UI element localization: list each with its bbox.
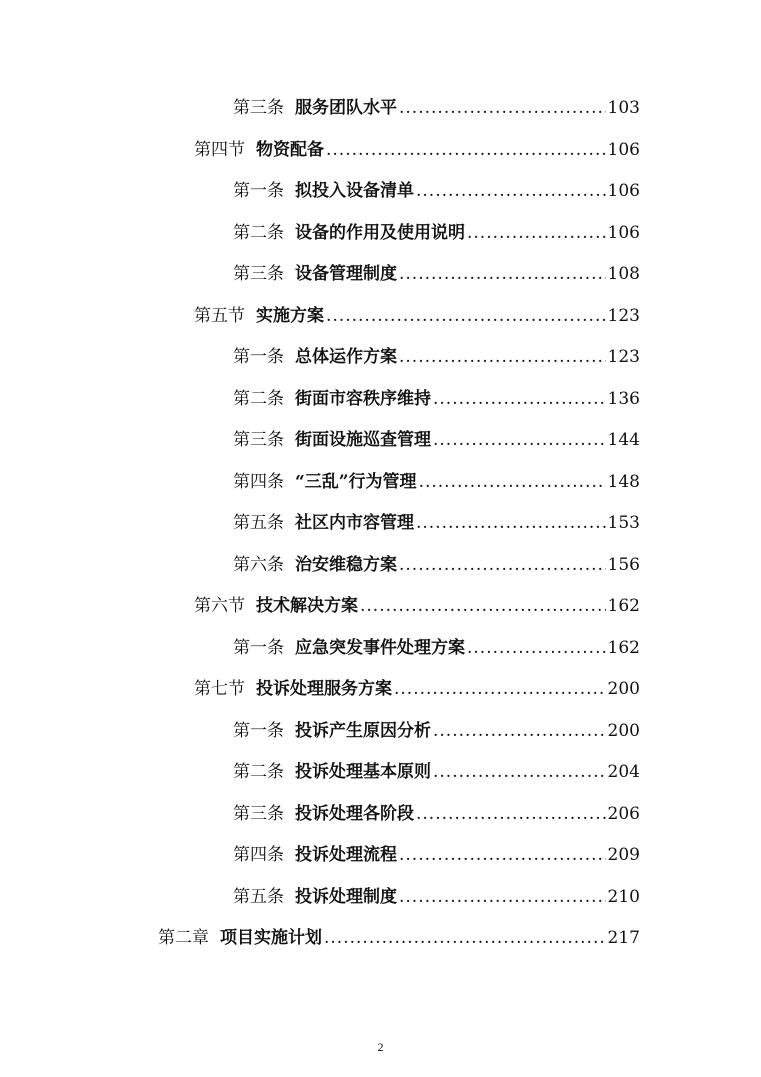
toc-entry-page: 162 — [607, 596, 640, 616]
toc-entry-page: 153 — [607, 513, 640, 533]
toc-entry-number: 第三条 — [233, 430, 284, 450]
toc-entry[interactable] — [0, 462, 761, 504]
toc-dot-leader — [433, 379, 606, 421]
toc-entry[interactable] — [0, 586, 761, 628]
toc-entry-page: 123 — [607, 347, 640, 367]
toc-entry-title: 项目实施计划 — [220, 928, 322, 948]
toc-entry-page: 108 — [607, 264, 640, 284]
toc-entry-number: 第一条 — [233, 720, 284, 741]
toc-entry-number: 第三条 — [233, 264, 284, 284]
toc-entry-number: 第二条 — [233, 388, 284, 409]
toc-entry-number: 第三条 — [233, 803, 284, 824]
toc-dot-leader — [399, 877, 606, 919]
toc-entry-number: 第七节 — [194, 679, 245, 699]
toc-entry-title: 技术解决方案 — [256, 596, 358, 616]
toc-entry-title: “三乱”行为管理 — [295, 471, 417, 492]
toc-entry-number: 第五节 — [194, 305, 245, 326]
toc-entry-page: 206 — [607, 803, 640, 824]
toc-dot-leader — [416, 171, 606, 213]
toc-entry[interactable] — [0, 711, 761, 753]
toc-entry[interactable] — [0, 545, 761, 587]
toc-entry-page: 106 — [607, 222, 640, 243]
toc-entry[interactable] — [0, 130, 761, 172]
toc-entry-title: 治安维稳方案 — [295, 554, 397, 575]
toc-entry-page: 103 — [607, 98, 640, 118]
toc-entry[interactable] — [0, 918, 761, 960]
toc-dot-leader — [326, 130, 606, 172]
toc-entry-number: 第二章 — [158, 928, 209, 948]
toc-entry-page: 136 — [607, 388, 640, 409]
toc-entry-title: 投诉处理制度 — [295, 886, 397, 907]
toc-entry[interactable] — [0, 752, 761, 794]
toc-entry-page: 156 — [607, 554, 640, 575]
toc-entry-title: 设备管理制度 — [295, 264, 397, 284]
toc-dot-leader — [467, 628, 606, 670]
toc-entry-number: 第一条 — [233, 347, 284, 367]
toc-dot-leader — [433, 752, 606, 794]
toc-entry-title: 物资配备 — [256, 139, 324, 160]
toc-entry-page: 200 — [607, 679, 640, 699]
toc-dot-leader — [433, 420, 606, 462]
toc-entry-number: 第四条 — [233, 845, 284, 865]
toc-entry-number: 第五条 — [233, 513, 284, 533]
toc-entry-page: 106 — [607, 181, 640, 201]
toc-dot-leader — [326, 296, 606, 338]
toc-dot-leader — [399, 337, 606, 379]
toc-dot-leader — [324, 918, 606, 960]
toc-entry[interactable] — [0, 88, 761, 130]
toc-entry-number: 第四条 — [233, 471, 284, 492]
toc-dot-leader — [399, 88, 606, 130]
toc-entry-title: 投诉处理流程 — [295, 845, 397, 865]
toc-entry[interactable] — [0, 794, 761, 836]
toc-entry-page: 162 — [607, 637, 640, 658]
toc-entry[interactable] — [0, 669, 761, 711]
toc-entry-page: 123 — [607, 305, 640, 326]
toc-entry-title: 应急突发事件处理方案 — [295, 637, 465, 658]
toc-entry-title: 拟投入设备清单 — [295, 181, 414, 201]
toc-entry-page: 106 — [607, 139, 640, 160]
toc-entry-page: 210 — [607, 886, 640, 907]
toc-dot-leader — [394, 669, 606, 711]
toc-dot-leader — [399, 254, 606, 296]
toc-entry-number: 第一条 — [233, 181, 284, 201]
toc-entry-title: 投诉处理服务方案 — [256, 679, 392, 699]
toc-dot-leader — [467, 213, 606, 255]
toc-dot-leader — [419, 462, 606, 504]
toc-entry-page: 217 — [607, 928, 640, 948]
toc-dot-leader — [416, 794, 606, 836]
toc-entry[interactable] — [0, 337, 761, 379]
toc-entry[interactable] — [0, 171, 761, 213]
toc-entry-title: 总体运作方案 — [295, 347, 397, 367]
toc-entry-title: 设备的作用及使用说明 — [295, 222, 465, 243]
toc-dot-leader — [433, 711, 606, 753]
toc-entry-page: 144 — [607, 430, 640, 450]
toc-entry-number: 第三条 — [233, 98, 284, 118]
toc-entry-number: 第一条 — [233, 637, 284, 658]
toc-entry-title: 服务团队水平 — [295, 98, 397, 118]
toc-entry[interactable] — [0, 213, 761, 255]
page-number: 2 — [377, 1040, 384, 1054]
table-of-contents — [0, 88, 761, 960]
toc-entry-title: 街面市容秩序维持 — [295, 388, 431, 409]
toc-entry[interactable] — [0, 296, 761, 338]
toc-entry[interactable] — [0, 379, 761, 421]
toc-entry-page: 209 — [607, 845, 640, 865]
toc-entry-title: 实施方案 — [256, 305, 324, 326]
toc-entry[interactable] — [0, 503, 761, 545]
toc-entry-number: 第二条 — [233, 222, 284, 243]
toc-entry-number: 第六条 — [233, 554, 284, 575]
toc-entry-number: 第二条 — [233, 762, 284, 782]
toc-entry[interactable] — [0, 877, 761, 919]
toc-dot-leader — [399, 545, 606, 587]
toc-entry-number: 第五条 — [233, 886, 284, 907]
toc-dot-leader — [399, 835, 606, 877]
toc-entry-title: 街面设施巡查管理 — [295, 430, 431, 450]
toc-entry[interactable] — [0, 254, 761, 296]
toc-entry-page: 200 — [607, 720, 640, 741]
toc-entry-number: 第四节 — [194, 139, 245, 160]
toc-entry-number: 第六节 — [194, 596, 245, 616]
toc-dot-leader — [416, 503, 606, 545]
toc-entry-page: 148 — [607, 471, 640, 492]
toc-entry[interactable] — [0, 628, 761, 670]
toc-entry-title: 投诉产生原因分析 — [295, 720, 431, 741]
toc-entry-title: 投诉处理各阶段 — [295, 803, 414, 824]
toc-entry[interactable] — [0, 420, 761, 462]
toc-dot-leader — [360, 586, 606, 628]
toc-entry-title: 投诉处理基本原则 — [295, 762, 431, 782]
toc-entry-page: 204 — [607, 762, 640, 782]
toc-entry-title: 社区内市容管理 — [295, 513, 414, 533]
toc-entry[interactable] — [0, 835, 761, 877]
